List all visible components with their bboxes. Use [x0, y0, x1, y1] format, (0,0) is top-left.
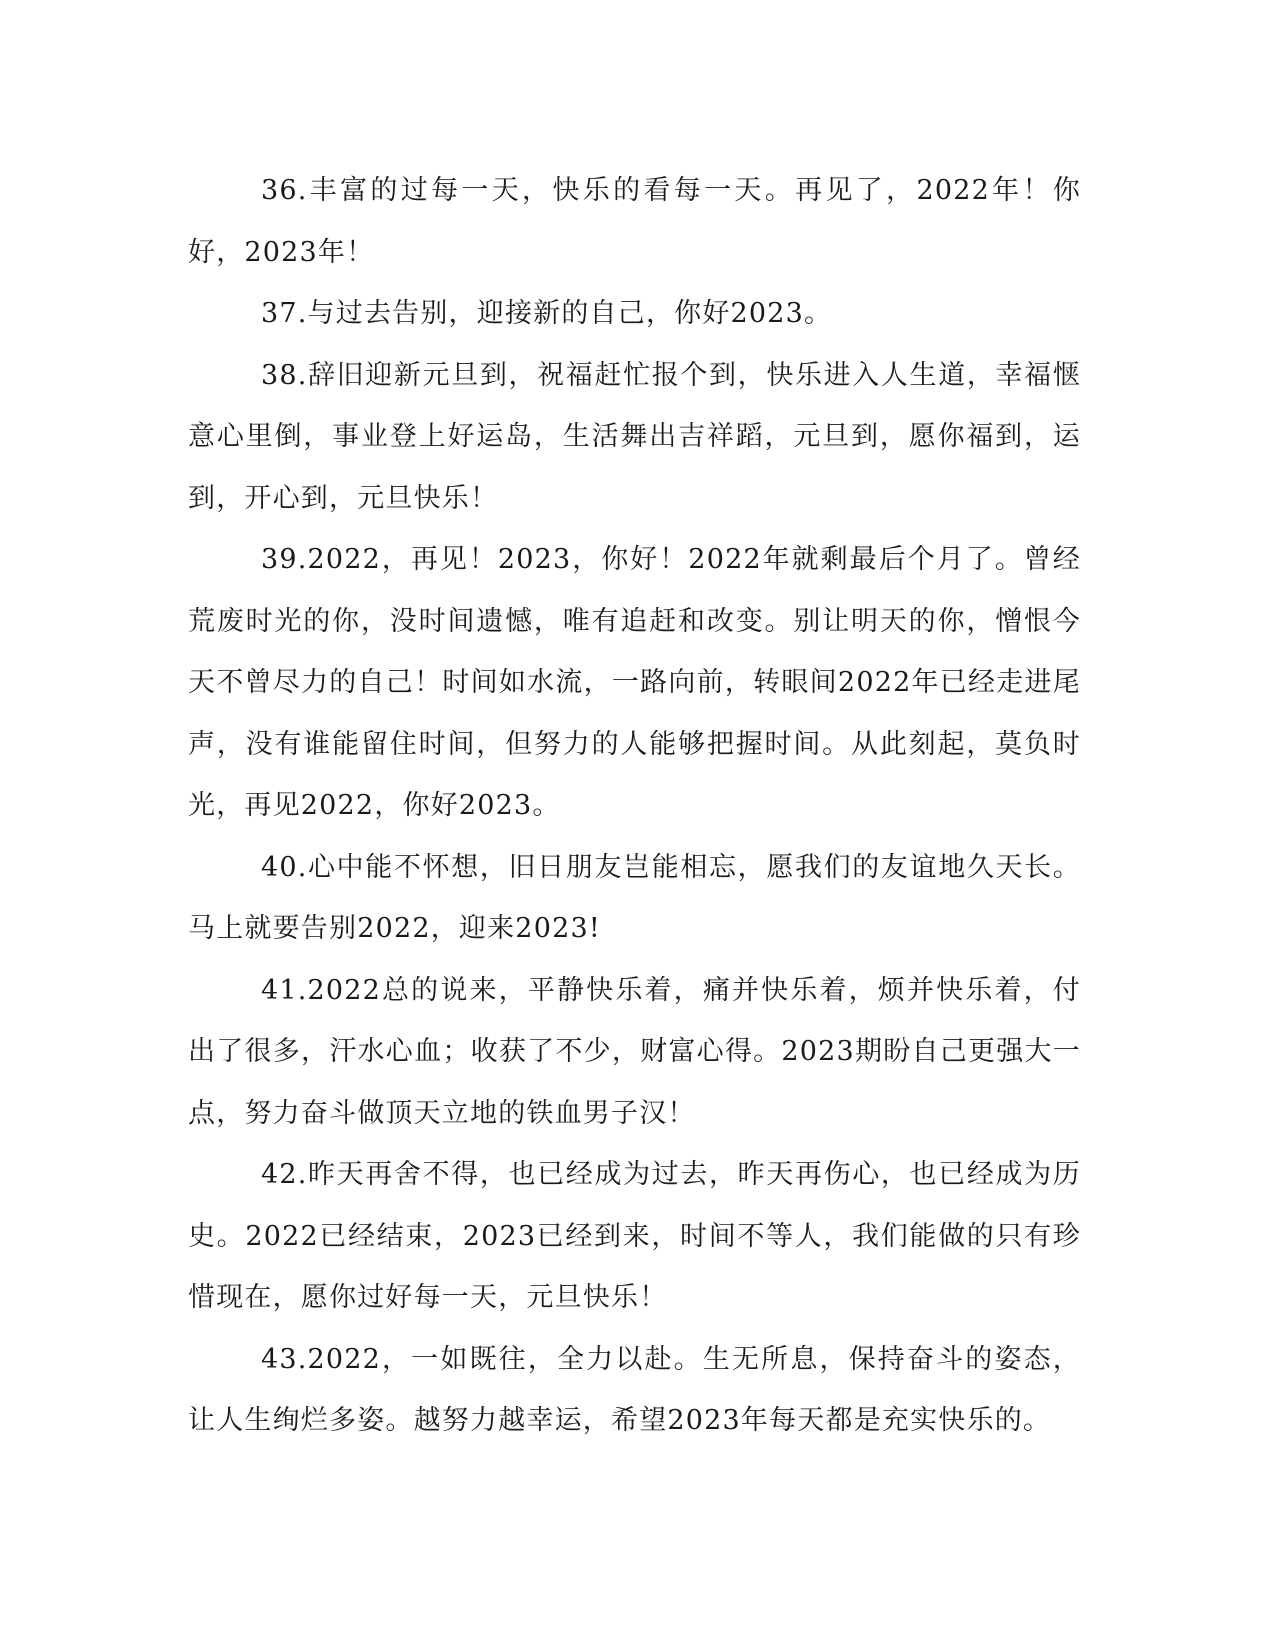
paragraph-41: 41.2022总的说来，平静快乐着，痛并快乐着，烦并快乐着，付出了很多，汗水心血；收获了不少，财富心得。2023期盼自己更强大一点，努力奋斗做顶天立地的铁血男子汉！	[188, 974, 1081, 1129]
paragraph-36: 36.丰富的过每一天，快乐的看每一天。再见了，2022年！你好，2023年！	[188, 175, 1081, 268]
paragraph-38: 38.辞旧迎新元旦到，祝福赶忙报个到，快乐进入人生道，幸福惬意心里倒，事业登上好运岛，生活舞出吉祥蹈，元旦到，愿你福到，运到，开心到，元旦快乐！	[188, 359, 1081, 514]
paragraph-43: 43.2022，一如既往，全力以赴。生无所息，保持奋斗的姿态，让人生绚烂多姿。越努力越幸运，希望2023年每天都是充实快乐的。	[188, 1343, 1081, 1436]
paragraph-39: 39.2022，再见！2023，你好！2022年就剩最后个月了。曾经荒废时光的你，没时间遗憾，唯有追赶和改变。别让明天的你，憎恨今天不曾尽力的自己！时间如水流，一路向前，转眼间2022年已经走进尾声，没有谁能留住时间，但努力的人能够把握时间。从此刻起，莫负时光，再见2022，你好2023。	[188, 544, 1081, 821]
paragraph-37: 37.与过去告别，迎接新的自己，你好2023。	[261, 298, 833, 329]
document-body	[188, 160, 1081, 1452]
paragraph-42: 42.昨天再舍不得，也已经成为过去，昨天再伤心，也已经成为历史。2022已经结束，2023已经到来，时间不等人，我们能做的只有珍惜现在，愿你过好每一天，元旦快乐！	[188, 1159, 1081, 1313]
paragraph-40: 40.心中能不怀想，旧日朋友岂能相忘，愿我们的友谊地久天长。马上就要告别2022，迎来2023!	[188, 851, 1081, 944]
